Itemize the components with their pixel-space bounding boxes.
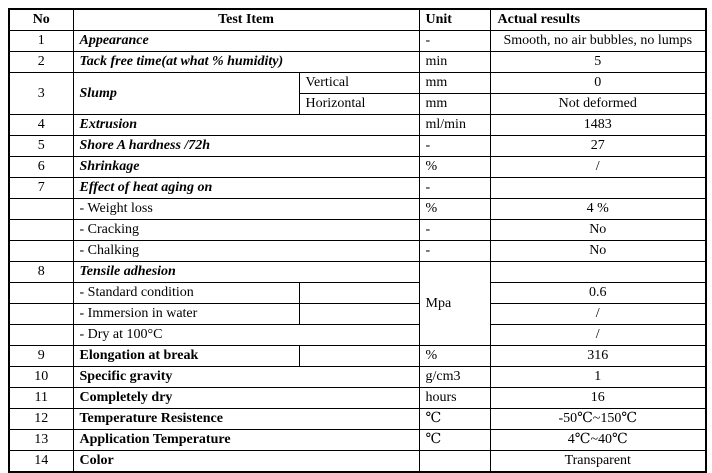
result-cell: / [490, 304, 706, 325]
header-test-item: Test Item [73, 9, 419, 31]
no-cell: 9 [9, 346, 73, 367]
result-cell: 0 [490, 73, 706, 94]
no-cell: 11 [9, 388, 73, 409]
item-cell: Extrusion [73, 115, 419, 136]
result-cell [490, 178, 706, 199]
result-cell: 4℃~40℃ [490, 430, 706, 451]
table-row [9, 388, 706, 409]
no-cell: 4 [9, 115, 73, 136]
header-actual-results: Actual results [490, 9, 706, 31]
no-cell: 12 [9, 409, 73, 430]
result-cell [490, 262, 706, 283]
item-cell: - Standard condition [73, 283, 299, 304]
unit-cell: hours [419, 388, 490, 409]
result-cell: -50℃~150℃ [490, 409, 706, 430]
item-cell: Completely dry [73, 388, 419, 409]
unit-cell: ℃ [419, 409, 490, 430]
no-cell: 2 [9, 52, 73, 73]
unit-cell: mm [419, 73, 490, 94]
unit-cell: - [419, 178, 490, 199]
unit-cell: % [419, 157, 490, 178]
sub-item-cell: Vertical [299, 73, 419, 94]
no-cell: 1 [9, 31, 73, 52]
no-cell [9, 325, 73, 346]
no-cell: 7 [9, 178, 73, 199]
item-cell: - Immersion in water [73, 304, 299, 325]
table-row [9, 409, 706, 430]
no-cell: 10 [9, 367, 73, 388]
table-row [9, 157, 706, 178]
header-no: No [9, 9, 73, 31]
result-cell: / [490, 157, 706, 178]
table-row [9, 52, 706, 73]
unit-cell: ml/min [419, 115, 490, 136]
item-cell: Shore A hardness /72h [73, 136, 419, 157]
unit-cell: - [419, 220, 490, 241]
item-cell: Temperature Resistence [73, 409, 419, 430]
unit-cell: % [419, 199, 490, 220]
sub-item-cell: Horizontal [299, 94, 419, 115]
item-cell: Effect of heat aging on [73, 178, 419, 199]
item-cell: - Weight loss [73, 199, 419, 220]
item-cell: - Dry at 100°C [73, 325, 419, 346]
no-cell [9, 199, 73, 220]
item-cell: Tensile adhesion [73, 262, 419, 283]
result-cell: 1 [490, 367, 706, 388]
header-row [9, 9, 706, 31]
table-row [9, 241, 706, 262]
sub-item-cell [299, 304, 419, 325]
no-cell [9, 304, 73, 325]
no-cell: 13 [9, 430, 73, 451]
result-cell: 16 [490, 388, 706, 409]
item-cell: Color [73, 451, 419, 473]
no-cell [9, 220, 73, 241]
test-results-table [8, 8, 707, 473]
result-cell: 27 [490, 136, 706, 157]
no-cell: 8 [9, 262, 73, 283]
header-unit: Unit [419, 9, 490, 31]
no-cell [9, 241, 73, 262]
result-cell: 1483 [490, 115, 706, 136]
no-cell: 14 [9, 451, 73, 473]
sub-item-cell [299, 283, 419, 304]
result-cell: 0.6 [490, 283, 706, 304]
table-row [9, 346, 706, 367]
table-row [9, 367, 706, 388]
item-cell: - Cracking [73, 220, 419, 241]
item-cell: Appearance [73, 31, 419, 52]
table-row [9, 73, 706, 94]
result-cell: 5 [490, 52, 706, 73]
table-row [9, 31, 706, 52]
result-cell: Not deformed [490, 94, 706, 115]
unit-cell: mm [419, 94, 490, 115]
no-cell [9, 283, 73, 304]
item-cell: - Chalking [73, 241, 419, 262]
table-row [9, 430, 706, 451]
no-cell: 5 [9, 136, 73, 157]
unit-cell: ℃ [419, 430, 490, 451]
item-cell: Application Temperature [73, 430, 419, 451]
unit-cell: % [419, 346, 490, 367]
result-cell: 4 % [490, 199, 706, 220]
item-cell: Tack free time(at what % humidity) [73, 52, 419, 73]
result-cell: No [490, 220, 706, 241]
item-cell: Elongation at break [73, 346, 299, 367]
item-cell: Slump [73, 73, 299, 115]
unit-cell: min [419, 52, 490, 73]
result-cell: / [490, 325, 706, 346]
table-row [9, 178, 706, 199]
unit-cell: - [419, 136, 490, 157]
table-row [9, 136, 706, 157]
no-cell: 6 [9, 157, 73, 178]
unit-cell: g/cm3 [419, 367, 490, 388]
unit-cell: - [419, 241, 490, 262]
table-row [9, 115, 706, 136]
result-cell: Smooth, no air bubbles, no lumps [490, 31, 706, 52]
no-cell: 3 [9, 73, 73, 115]
item-cell: Specific gravity [73, 367, 419, 388]
table-row [9, 283, 706, 304]
result-cell: No [490, 241, 706, 262]
table-row [9, 220, 706, 241]
unit-cell: - [419, 31, 490, 52]
unit-cell: Mpa [419, 262, 490, 346]
table-row [9, 199, 706, 220]
item-cell: Shrinkage [73, 157, 419, 178]
result-cell: 316 [490, 346, 706, 367]
table-row [9, 325, 706, 346]
result-cell: Transparent [490, 451, 706, 473]
table-row [9, 304, 706, 325]
table-row [9, 262, 706, 283]
sub-item-cell [299, 346, 419, 367]
